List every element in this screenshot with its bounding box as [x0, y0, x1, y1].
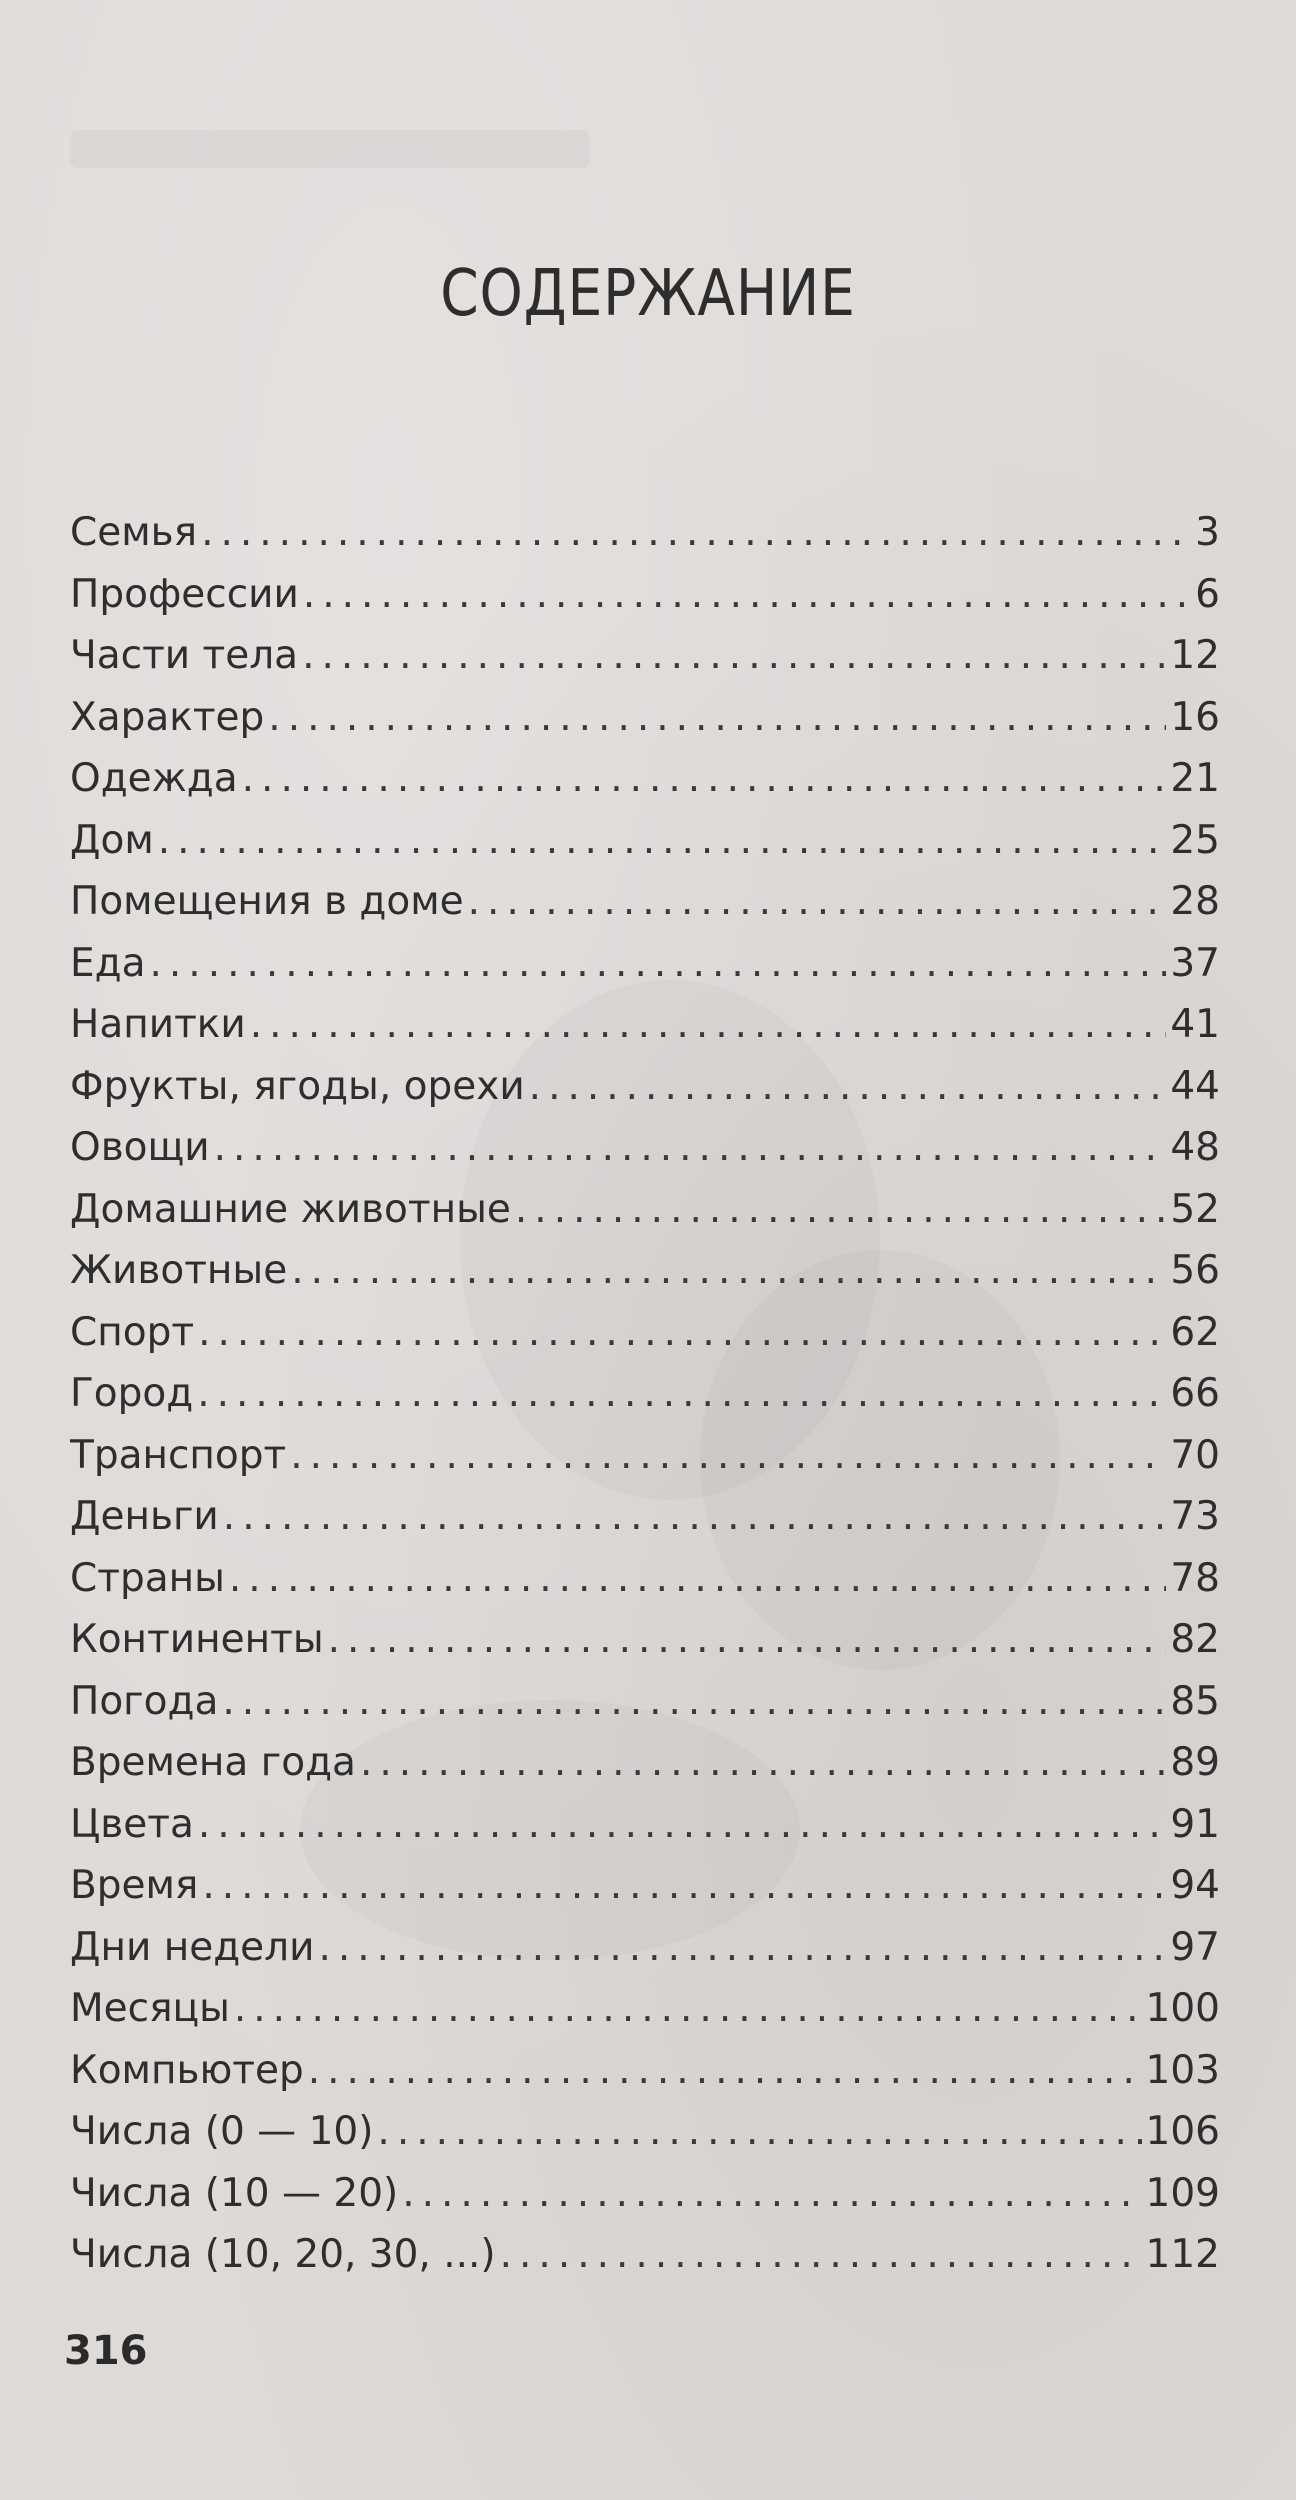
toc-entry — [70, 2224, 1220, 2286]
toc-entry-title: Напитки — [70, 1002, 246, 1047]
dot-leader — [302, 625, 1166, 687]
toc-entry — [70, 1609, 1220, 1671]
toc-entry-page: 109 — [1145, 2170, 1220, 2216]
toc-entry — [70, 2040, 1220, 2102]
toc-entry-title: Погода — [70, 1678, 219, 1724]
toc-entry-title: Дни недели — [70, 1924, 315, 1970]
toc-entry-page: 103 — [1145, 2047, 1220, 2093]
table-of-contents — [70, 502, 1220, 2286]
toc-entry — [70, 564, 1220, 626]
toc-entry — [70, 1240, 1220, 1302]
dot-leader — [222, 1671, 1166, 1733]
toc-entry-title: Страны — [70, 1555, 225, 1601]
toc-entry — [70, 994, 1220, 1056]
toc-entry-title: Время — [70, 1863, 199, 1908]
toc-entry — [70, 1425, 1220, 1487]
toc-entry-title: Части тела — [70, 633, 299, 678]
dot-leader — [250, 994, 1167, 1056]
toc-entry-page: 12 — [1170, 633, 1220, 678]
toc-entry — [70, 625, 1220, 687]
toc-entry-page: 41 — [1170, 1002, 1220, 1047]
dot-leader — [308, 2040, 1142, 2102]
toc-entry-title: Город — [70, 1371, 194, 1416]
toc-entry-title: Компьютер — [70, 2047, 304, 2093]
dot-leader — [529, 1056, 1167, 1118]
toc-entry-page: 62 — [1170, 1309, 1220, 1355]
toc-entry-title: Континенты — [70, 1617, 324, 1662]
dot-leader — [500, 2224, 1142, 2286]
toc-entry-page: 85 — [1170, 1678, 1220, 1724]
toc-entry-title: Числа (10, 20, 30, ...) — [70, 2232, 496, 2277]
toc-entry — [70, 1794, 1220, 1856]
toc-entry-title: Домашние животные — [70, 1186, 511, 1232]
toc-entry — [70, 2163, 1220, 2225]
toc-entry — [70, 1117, 1220, 1179]
toc-entry-title: Профессии — [70, 571, 299, 617]
toc-entry — [70, 687, 1220, 749]
toc-entry-page: 78 — [1170, 1555, 1220, 1601]
toc-entry — [70, 1363, 1220, 1425]
dot-leader — [377, 2101, 1141, 2163]
dot-leader — [214, 1117, 1167, 1179]
dot-leader — [290, 1425, 1166, 1487]
page-number: 316 — [64, 2328, 148, 2374]
toc-entry-title: Одежда — [70, 756, 238, 801]
dot-leader — [229, 1548, 1166, 1610]
toc-entry-page: 16 — [1170, 694, 1220, 740]
toc-entry-title: Животные — [70, 1248, 288, 1293]
dot-leader — [198, 1794, 1166, 1856]
dot-leader — [234, 1978, 1142, 2040]
toc-entry-page: 21 — [1170, 756, 1220, 801]
toc-entry-title: Дом — [70, 817, 154, 863]
dot-leader — [268, 687, 1166, 749]
toc-entry-page: 52 — [1170, 1186, 1220, 1232]
toc-entry-title: Числа (10 — 20) — [70, 2170, 399, 2216]
toc-entry — [70, 748, 1220, 810]
toc-entry-page: 70 — [1170, 1432, 1220, 1478]
toc-entry-page: 3 — [1195, 510, 1220, 555]
toc-entry-title: Еда — [70, 940, 146, 986]
dot-leader — [223, 1486, 1167, 1548]
toc-entry-page: 73 — [1170, 1494, 1220, 1539]
toc-entry-title: Помещения в доме — [70, 879, 464, 924]
show-through-band — [70, 130, 590, 168]
toc-entry-title: Цвета — [70, 1801, 194, 1847]
toc-entry — [70, 1732, 1220, 1794]
toc-entry — [70, 1302, 1220, 1364]
dot-leader — [242, 748, 1167, 810]
dot-leader — [158, 810, 1167, 872]
dot-leader — [360, 1732, 1166, 1794]
toc-entry-page: 48 — [1170, 1125, 1220, 1170]
toc-entry-page: 6 — [1195, 571, 1220, 617]
toc-entry — [70, 1056, 1220, 1118]
dot-leader — [197, 1363, 1166, 1425]
toc-entry-page: 112 — [1145, 2232, 1220, 2277]
dot-leader — [318, 1917, 1166, 1979]
toc-entry-page: 89 — [1170, 1740, 1220, 1785]
toc-entry — [70, 1917, 1220, 1979]
dot-leader — [468, 871, 1167, 933]
toc-entry — [70, 871, 1220, 933]
dot-leader — [198, 1302, 1166, 1364]
dot-leader — [402, 2163, 1141, 2225]
toc-entry-title: Характер — [70, 694, 265, 740]
toc-entry-title: Семья — [70, 510, 198, 555]
toc-entry-page: 97 — [1170, 1924, 1220, 1970]
dot-leader — [515, 1179, 1166, 1241]
toc-entry-page: 66 — [1170, 1371, 1220, 1416]
toc-entry — [70, 1548, 1220, 1610]
toc-entry — [70, 1671, 1220, 1733]
toc-entry-page: 91 — [1170, 1801, 1220, 1847]
dot-leader — [328, 1609, 1167, 1671]
toc-entry — [70, 1486, 1220, 1548]
dot-leader — [201, 502, 1191, 564]
toc-entry — [70, 933, 1220, 995]
toc-entry-page: 37 — [1170, 940, 1220, 986]
toc-entry-page: 100 — [1145, 1986, 1220, 2031]
dot-leader — [150, 933, 1167, 995]
toc-entry-page: 82 — [1170, 1617, 1220, 1662]
dot-leader — [303, 564, 1191, 626]
page-title: СОДЕРЖАНИЕ — [440, 257, 856, 331]
toc-entry — [70, 1855, 1220, 1917]
toc-entry-title: Времена года — [70, 1740, 356, 1785]
toc-entry-title: Овощи — [70, 1125, 210, 1170]
toc-entry — [70, 1978, 1220, 2040]
toc-entry-page: 25 — [1170, 817, 1220, 863]
toc-entry — [70, 1179, 1220, 1241]
toc-entry-title: Спорт — [70, 1309, 195, 1355]
toc-entry-page: 44 — [1170, 1063, 1220, 1109]
dot-leader — [202, 1855, 1166, 1917]
toc-entry-title: Транспорт — [70, 1432, 287, 1478]
dot-leader — [291, 1240, 1166, 1302]
toc-entry — [70, 2101, 1220, 2163]
toc-entry — [70, 502, 1220, 564]
toc-entry-page: 56 — [1170, 1248, 1220, 1293]
toc-entry-title: Деньги — [70, 1494, 219, 1539]
toc-entry-title: Числа (0 — 10) — [70, 2109, 374, 2154]
toc-entry-page: 28 — [1170, 879, 1220, 924]
toc-entry-title: Месяцы — [70, 1986, 230, 2031]
toc-entry — [70, 810, 1220, 872]
toc-entry-page: 94 — [1170, 1863, 1220, 1908]
toc-entry-title: Фрукты, ягоды, орехи — [70, 1063, 525, 1109]
toc-entry-page: 106 — [1145, 2109, 1220, 2154]
